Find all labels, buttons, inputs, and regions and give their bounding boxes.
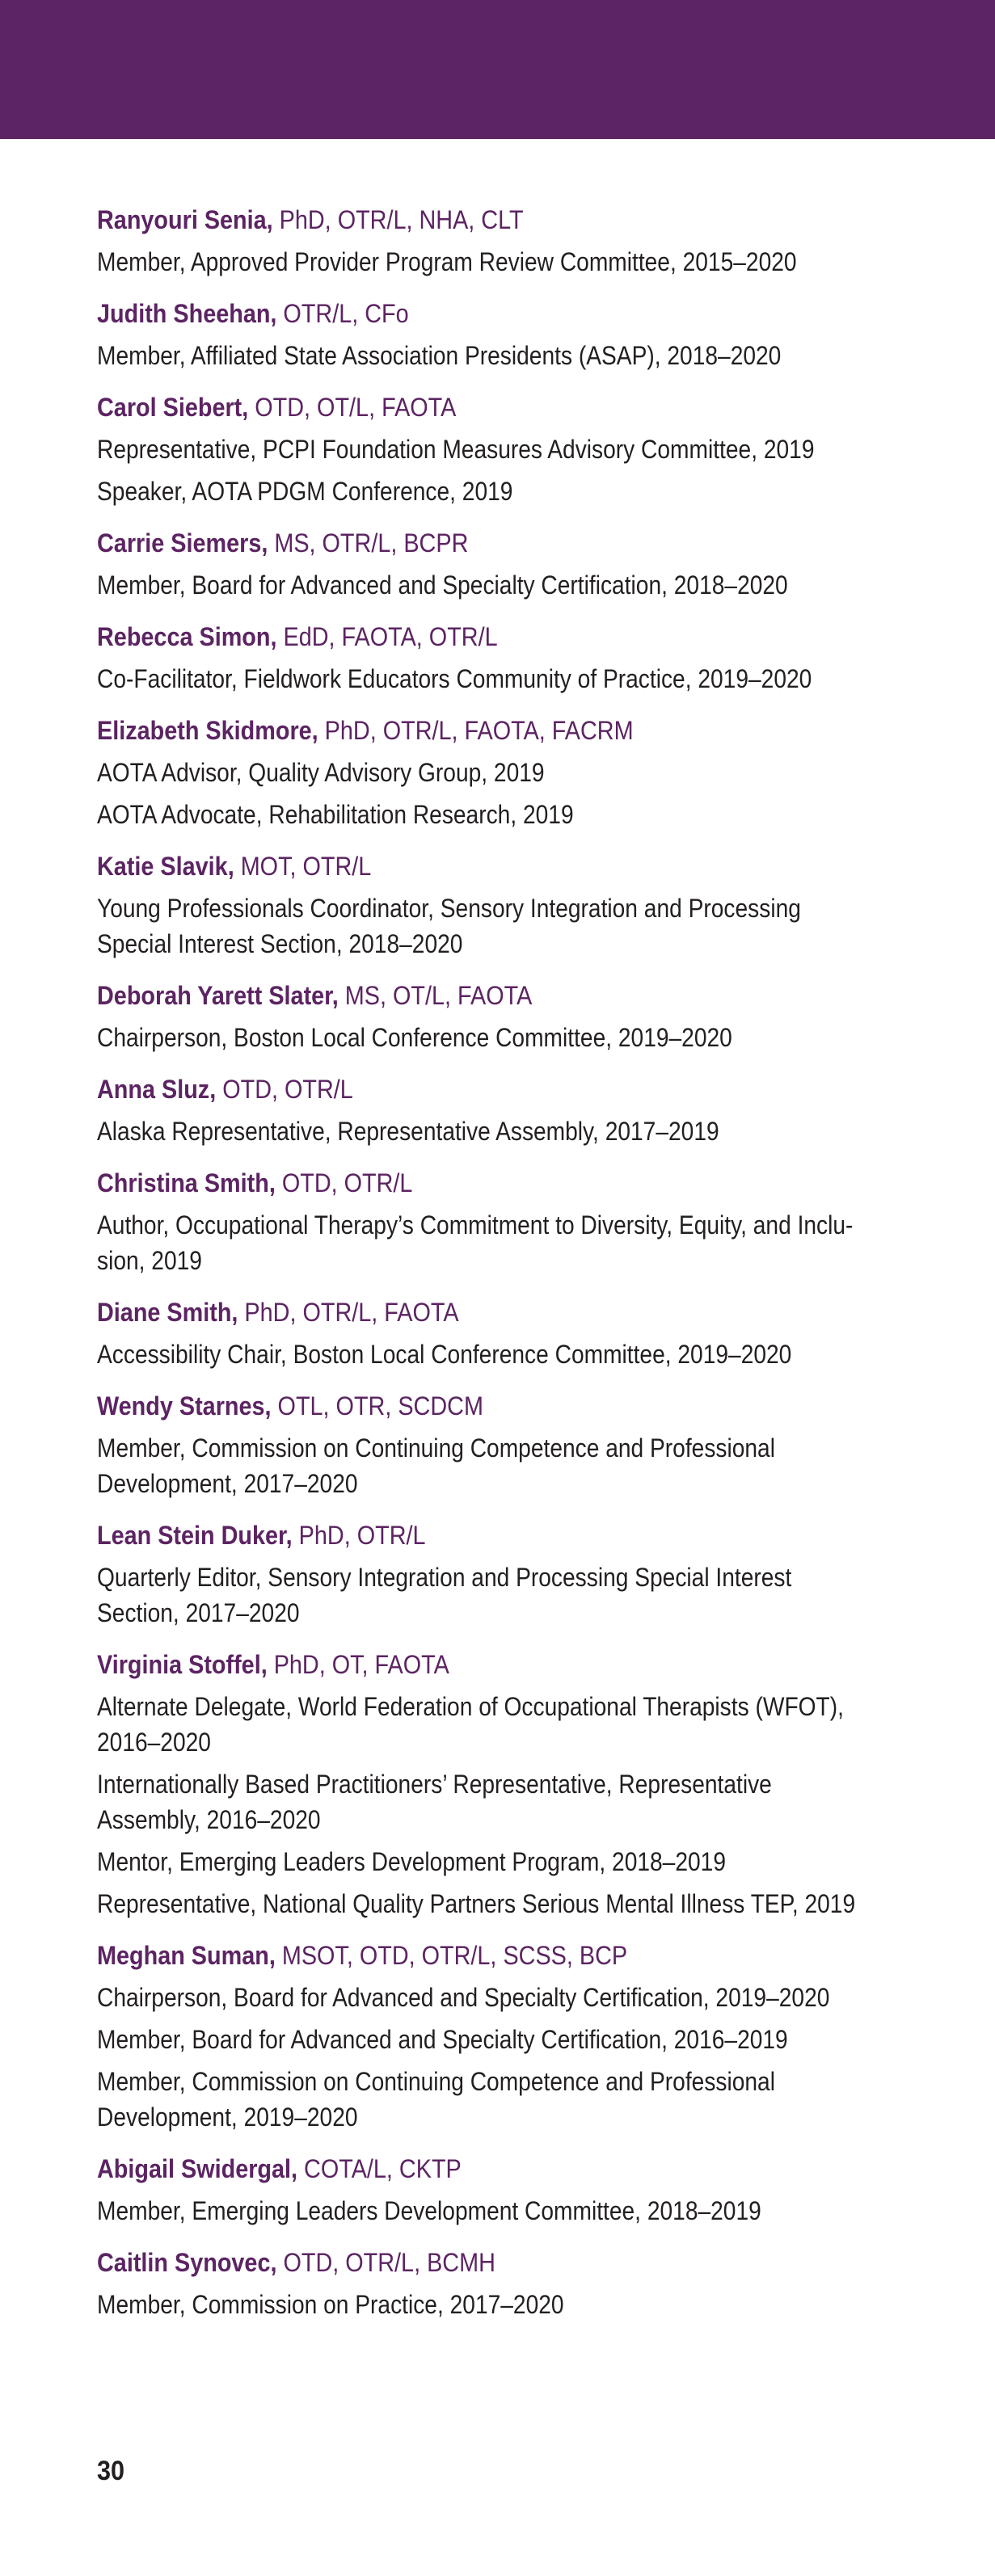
member-credentials: COTA/L, CKTP — [297, 2154, 462, 2183]
member-heading — [97, 1167, 832, 1199]
member-credentials: OTD, OTR/L, BCMH — [276, 2248, 495, 2277]
member-heading — [97, 391, 832, 423]
member-heading — [97, 204, 832, 236]
member-credentials: OTD, OT/L, FAOTA — [248, 393, 457, 422]
member-role: AOTA Advocate, Rehabilitation Research, 2019 — [97, 800, 574, 829]
member-credentials: EdD, FAOTA, OTR/L — [276, 622, 498, 651]
member-name: Caitlin Synovec, — [97, 2248, 277, 2277]
member-role: Member, Commission on Practice, 2017–2020 — [97, 2290, 564, 2319]
roster-entry — [97, 621, 913, 697]
member-role: Member, Commission on Continuing Competence and Professional Development, 2017–2020 — [97, 1433, 775, 1498]
page-number: 30 — [97, 2456, 125, 2486]
member-heading — [97, 1073, 832, 1105]
member-heading — [97, 714, 832, 747]
roster-entry — [97, 1167, 913, 1278]
member-heading — [97, 1519, 832, 1551]
member-role: AOTA Advisor, Quality Advisory Group, 2019 — [97, 758, 545, 787]
member-heading — [97, 1390, 832, 1422]
roster-entry — [97, 204, 913, 280]
roster-entry — [97, 391, 913, 509]
member-name: Meghan Suman, — [97, 1941, 276, 1970]
roster-entry — [97, 2246, 913, 2322]
member-heading — [97, 979, 832, 1012]
member-name: Rebecca Simon, — [97, 622, 277, 651]
member-role: Speaker, AOTA PDGM Conference, 2019 — [97, 477, 513, 506]
member-role: Member, Board for Advanced and Specialty Certification, 2016–2019 — [97, 2025, 788, 2054]
member-role: Member, Approved Provider Program Review Committee, 2015–2020 — [97, 247, 797, 276]
member-name: Christina Smith, — [97, 1168, 276, 1198]
member-credentials: OTD, OTR/L — [275, 1168, 413, 1198]
committee-roster — [97, 204, 913, 2340]
roster-entry — [97, 714, 913, 832]
roster-entry — [97, 1390, 913, 1501]
member-role: Alternate Delegate, World Federation of Occupational Therapists (WFOT), 2016–2020 — [97, 1692, 844, 1757]
header-band — [0, 0, 995, 139]
member-name: Judith Sheehan, — [97, 299, 277, 328]
member-name: Katie Slavik, — [97, 852, 234, 881]
member-credentials: MOT, OTR/L — [234, 852, 372, 881]
member-name: Lean Stein Duker, — [97, 1521, 293, 1550]
member-role: Representative, PCPI Foundation Measures Advisory Committee, 2019 — [97, 435, 815, 464]
roster-entry — [97, 1296, 913, 1372]
member-role: Member, Board for Advanced and Specialty Certification, 2018–2020 — [97, 570, 788, 600]
roster-entry — [97, 850, 913, 962]
member-heading — [97, 2153, 832, 2185]
member-credentials: MSOT, OTD, OTR/L, SCSS, BCP — [275, 1941, 628, 1970]
member-heading — [97, 2246, 832, 2279]
member-name: Carrie Siemers, — [97, 528, 268, 558]
member-role: Accessibility Chair, Boston Local Conference Committee, 2019–2020 — [97, 1340, 792, 1369]
member-name: Carol Siebert, — [97, 393, 249, 422]
member-heading — [97, 850, 832, 882]
member-credentials: OTR/L, CFo — [276, 299, 409, 328]
roster-entry — [97, 1939, 913, 2135]
member-heading — [97, 527, 832, 559]
roster-entry — [97, 1519, 913, 1631]
roster-entry — [97, 297, 913, 373]
roster-entry — [97, 1648, 913, 1921]
member-heading — [97, 621, 832, 653]
member-heading — [97, 1939, 832, 1972]
member-heading — [97, 297, 832, 330]
roster-entry — [97, 527, 913, 603]
member-name: Elizabeth Skidmore, — [97, 716, 318, 745]
member-role: Chairperson, Board for Advanced and Specialty Certification, 2019–2020 — [97, 1983, 830, 2012]
member-heading — [97, 1648, 832, 1681]
member-credentials: PhD, OTR/L, FAOTA — [238, 1298, 459, 1327]
member-role: Member, Emerging Leaders Development Committee, 2018–2019 — [97, 2196, 761, 2225]
member-name: Abigail Swidergal, — [97, 2154, 298, 2183]
member-role: Young Professionals Coordinator, Sensory Integration and Processing Special Interest Section, 2018–2020 — [97, 894, 801, 958]
member-credentials: MS, OTR/L, BCPR — [268, 528, 469, 558]
roster-entry — [97, 2153, 913, 2229]
member-heading — [97, 1296, 832, 1328]
member-name: Diane Smith, — [97, 1298, 238, 1327]
member-credentials: PhD, OTR/L, FAOTA, FACRM — [318, 716, 634, 745]
member-role: Alaska Representative, Representative Assembly, 2017–2019 — [97, 1117, 719, 1146]
member-name: Wendy Starnes, — [97, 1391, 272, 1421]
member-name: Virginia Stoffel, — [97, 1650, 268, 1679]
member-role: Member, Commission on Continuing Competence and Professional Development, 2019–2020 — [97, 2067, 775, 2132]
member-role: Representative, National Quality Partners Serious Mental Illness TEP, 2019 — [97, 1889, 856, 1918]
member-name: Deborah Yarett Slater, — [97, 981, 339, 1010]
member-credentials: OTD, OTR/L — [216, 1075, 353, 1104]
member-role: Quarterly Editor, Sensory Integration and Processing Special Interest Section, 2017–2020 — [97, 1563, 792, 1627]
member-credentials: MS, OT/L, FAOTA — [338, 981, 533, 1010]
member-name: Ranyouri Senia, — [97, 205, 273, 234]
member-role: Chairperson, Boston Local Conference Committee, 2019–2020 — [97, 1023, 732, 1052]
member-role: Internationally Based Practitioners’ Representative, Representative Assembly, 2016–2020 — [97, 1770, 772, 1834]
roster-entry — [97, 1073, 913, 1149]
member-credentials: PhD, OTR/L, NHA, CLT — [272, 205, 524, 234]
member-role: Member, Affiliated State Association Presidents (ASAP), 2018–2020 — [97, 341, 782, 370]
member-role: Co-Facilitator, Fieldwork Educators Community of Practice, 2019–2020 — [97, 664, 812, 693]
member-credentials: PhD, OTR/L — [292, 1521, 426, 1550]
member-role: Author, Occupational Therapy’s Commitment to Diversity, Equity, and Inclu-sion, 2019 — [97, 1210, 854, 1275]
member-name: Anna Sluz, — [97, 1075, 217, 1104]
member-credentials: PhD, OT, FAOTA — [267, 1650, 449, 1679]
member-role: Mentor, Emerging Leaders Development Program, 2018–2019 — [97, 1847, 726, 1876]
member-credentials: OTL, OTR, SCDCM — [271, 1391, 483, 1421]
roster-entry — [97, 979, 913, 1055]
